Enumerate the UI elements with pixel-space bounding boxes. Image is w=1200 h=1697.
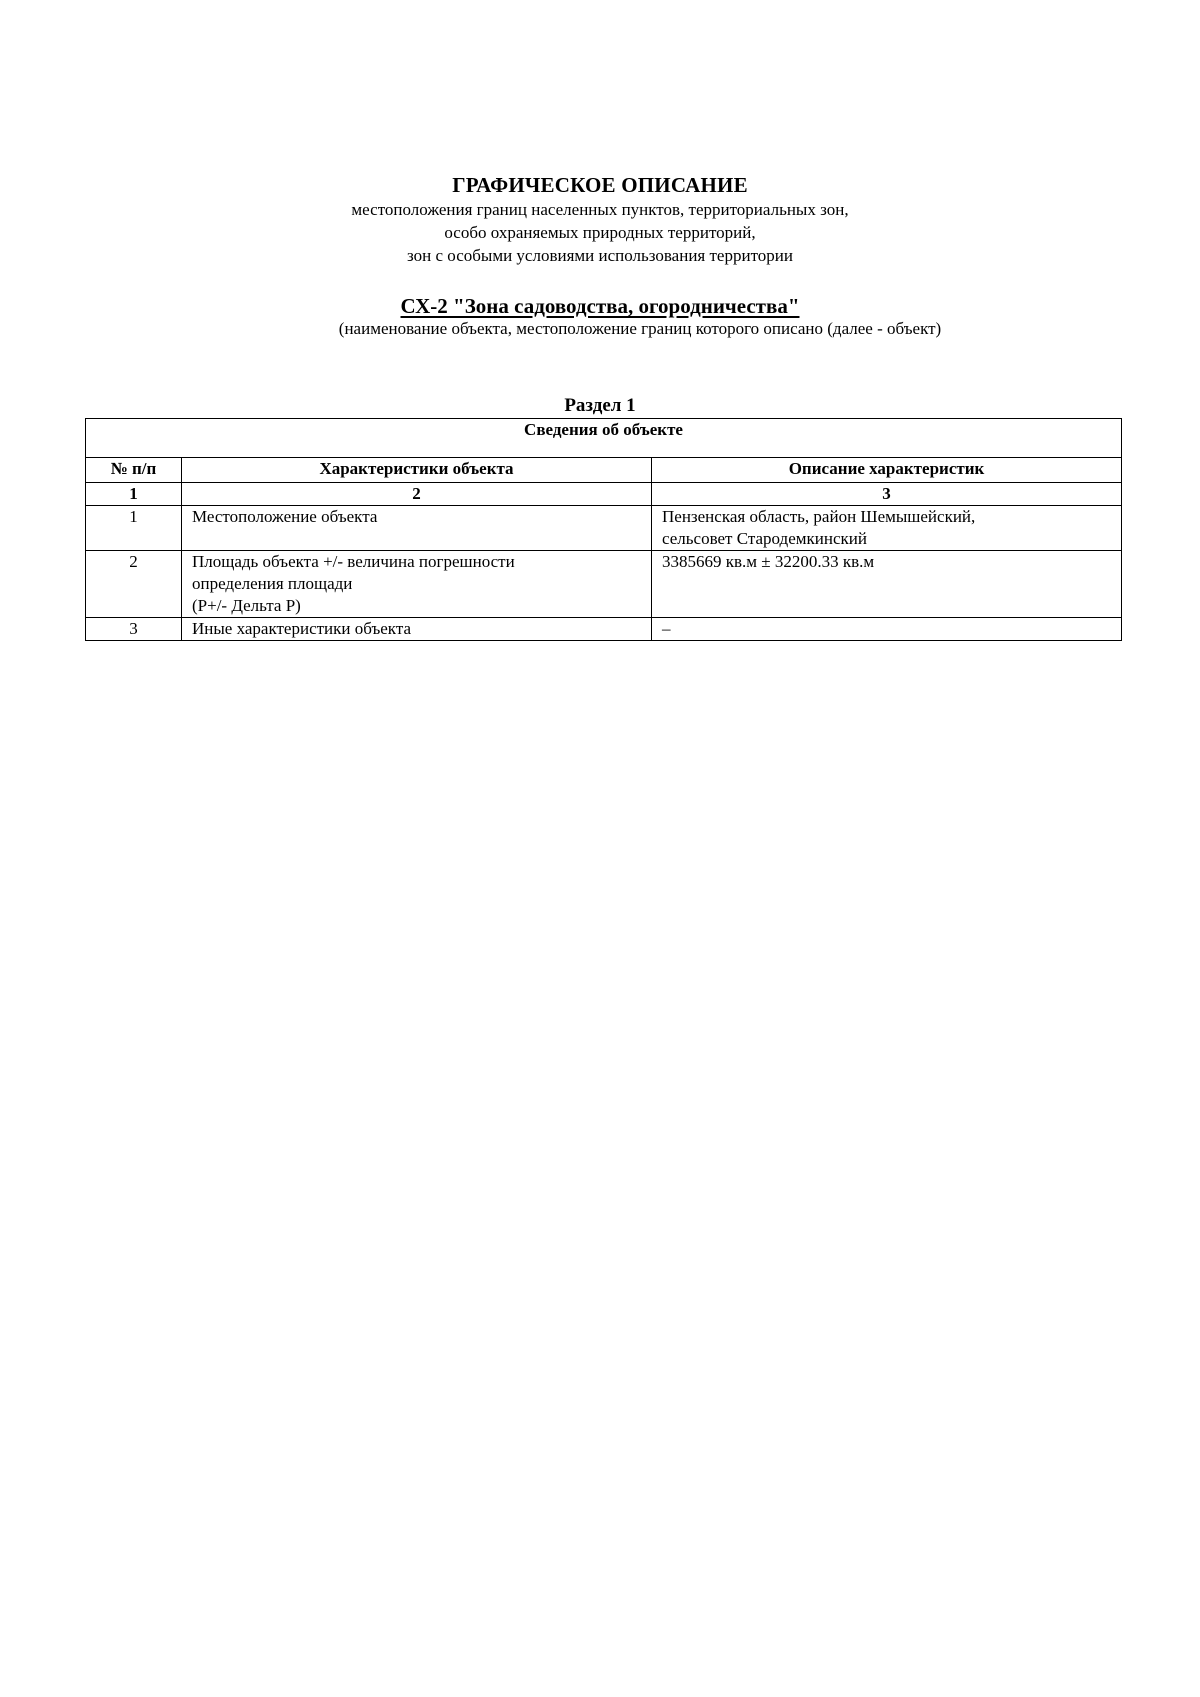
cell-line: 3385669 кв.м ± 32200.33 кв.м bbox=[662, 552, 875, 571]
cell-line: сельсовет Стародемкинский bbox=[662, 529, 867, 548]
header-number: № п/п bbox=[86, 458, 182, 483]
cell-line: Площадь объекта +/- величина погрешности bbox=[192, 552, 515, 571]
row-number: 2 bbox=[86, 551, 182, 618]
object-info-table bbox=[85, 418, 1122, 641]
column-number: 2 bbox=[182, 483, 652, 506]
cell-line: (P+/- Дельта P) bbox=[192, 596, 301, 615]
header-description: Описание характеристик bbox=[652, 458, 1122, 483]
header-characteristic: Характеристики объекта bbox=[182, 458, 652, 483]
subtitle-line: местоположения границ населенных пунктов, территориальных зон, bbox=[351, 200, 849, 219]
cell-line: определения площади bbox=[192, 574, 353, 593]
subtitle-line: особо охраняемых природных территорий, bbox=[444, 223, 756, 242]
row-description bbox=[652, 506, 1122, 551]
cell-line: Иные характеристики объекта bbox=[192, 619, 412, 638]
document-subtitle bbox=[0, 198, 1200, 267]
table-header-row bbox=[86, 458, 1122, 483]
table-row bbox=[86, 618, 1122, 641]
column-number: 1 bbox=[86, 483, 182, 506]
column-number: 3 bbox=[652, 483, 1122, 506]
subtitle-line: зон с особыми условиями использования территории bbox=[407, 246, 793, 265]
object-name-text: СХ-2 "Зона садоводства, огородничества" bbox=[400, 294, 800, 318]
document-title: ГРАФИЧЕСКОЕ ОПИСАНИЕ bbox=[452, 173, 748, 197]
table-row bbox=[86, 551, 1122, 618]
row-description bbox=[652, 618, 1122, 641]
row-characteristic bbox=[182, 618, 652, 641]
table-caption: Сведения об объекте bbox=[86, 419, 1122, 458]
row-description bbox=[652, 551, 1122, 618]
object-caption: (наименование объекта, местоположение границ которого описано (далее - объект) bbox=[338, 319, 942, 338]
row-number: 1 bbox=[86, 506, 182, 551]
column-number-row bbox=[86, 483, 1122, 506]
row-characteristic bbox=[182, 551, 652, 618]
cell-line: Пензенская область, район Шемышейский, bbox=[662, 507, 976, 526]
section-title: Раздел 1 bbox=[564, 395, 636, 416]
object-name bbox=[0, 293, 1200, 319]
table-row bbox=[86, 506, 1122, 551]
cell-line: – bbox=[662, 619, 671, 638]
cell-line: Местоположение объекта bbox=[192, 507, 378, 526]
table-caption-row bbox=[86, 419, 1122, 458]
row-characteristic bbox=[182, 506, 652, 551]
row-number: 3 bbox=[86, 618, 182, 641]
